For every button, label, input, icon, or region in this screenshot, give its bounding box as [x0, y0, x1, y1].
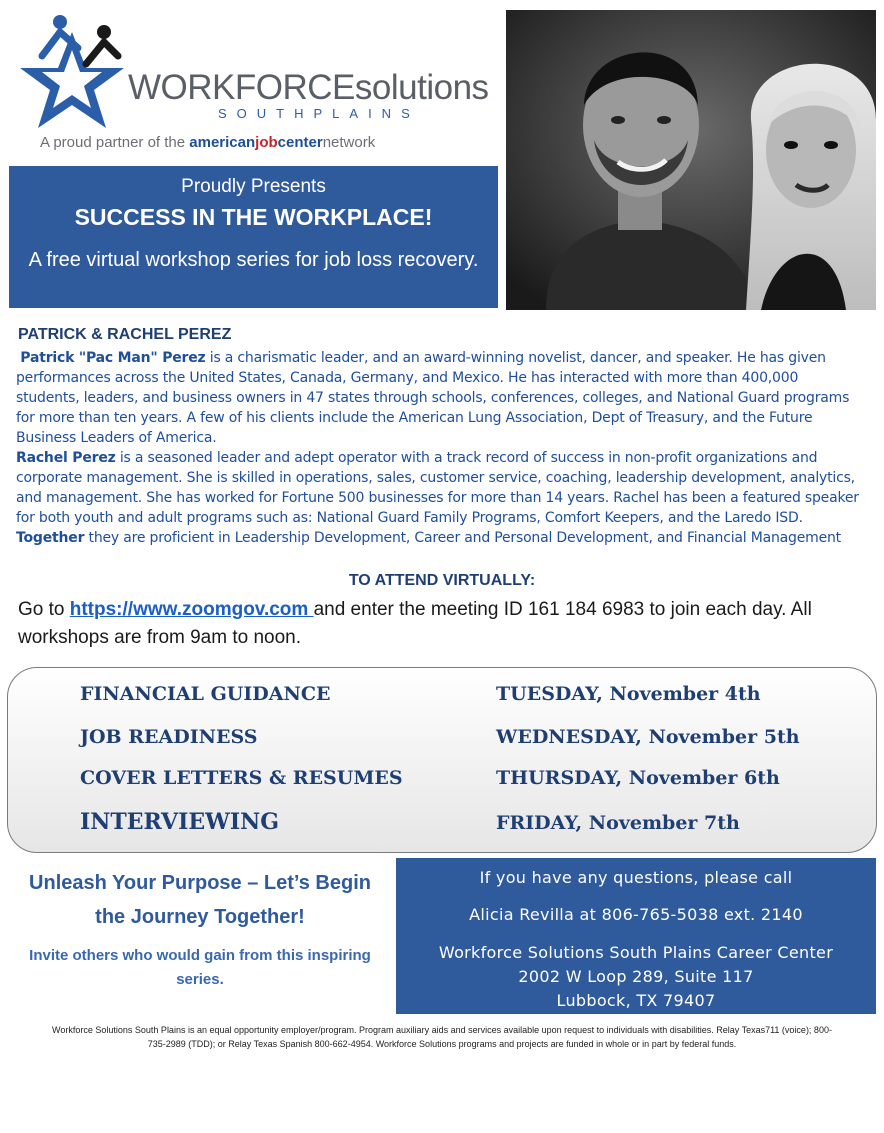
contact-intro: If you have any questions, please call [479, 868, 793, 887]
invite-text: Invite others who would gain from this inspiring series. [29, 947, 371, 988]
logo-region: SOUTHPLAINS [218, 106, 420, 121]
schedule-date: WEDNESDAY, November 5th [496, 726, 800, 748]
contact-org: Workforce Solutions South Plains Career Center [438, 943, 834, 962]
schedule-date: TUESDAY, November 4th [496, 683, 761, 705]
speakers-photo [506, 10, 876, 310]
contact-person: Alicia Revilla at 806-765-5038 ext. 2140 [469, 905, 803, 924]
schedule-date: FRIDAY, November 7th [496, 812, 740, 834]
speakers-heading: PATRICK & RACHEL PEREZ [18, 326, 232, 343]
schedule-topic: JOB READINESS [80, 726, 258, 748]
schedule-topic: COVER LETTERS & RESUMES [80, 767, 403, 789]
partner-center: center [277, 134, 323, 151]
contact-city: Lubbock, TX 79407 [556, 991, 716, 1010]
attend-suffix: and enter the meeting ID 161 184 6983 to join each day. All workshops are from 9am to noon. [18, 599, 812, 648]
schedule-date: THURSDAY, November 6th [496, 767, 780, 789]
contact-box [396, 858, 876, 1014]
together-word: Together [16, 530, 85, 546]
attend-instructions [18, 596, 858, 652]
attend-prefix: Go to [18, 599, 70, 620]
partner-suffix: network [322, 134, 376, 151]
partner-prefix: A proud partner of the [40, 134, 190, 151]
rachel-text: is a seasoned leader and adept operator with a track record of success in non-profit organizations and corporate management. She is skilled in operations, sales, customer service, coaching, leadership development, analytics, and management. She has worked for Fortune 500 businesses for more than 14 years. Rachel has been a featured speaker for both youth and adult programs such as: National Guard Family Programs, Comfort Keepers, and the Laredo ISD. [16, 450, 859, 526]
schedule-box [7, 667, 877, 853]
attend-heading: TO ATTEND VIRTUALLY: [348, 572, 536, 589]
logo-brand-part2: solutions [354, 68, 489, 107]
patrick-text: is a charismatic leader, and an award-winning novelist, dancer, and speaker. He has given performances across the United States, Canada, Germany, and Mexico. He has interacted with more than 400,000 students, leaders, and business owners in 47 states through schools, conferences, colleges, and National Guard programs for more than ten years. A few of his clients include the American Lung Association, Dept of Treasury, and the Future Business Leaders of America. [16, 350, 850, 446]
rachel-bio [16, 448, 862, 548]
patrick-name: Patrick "Pac Man" Perez [20, 350, 206, 366]
rachel-name: Rachel Perez [16, 450, 116, 466]
schedule-topic: INTERVIEWING [80, 809, 280, 835]
logo-brand-part1: WORKFORCE [128, 68, 355, 107]
schedule-topic: FINANCIAL GUIDANCE [80, 683, 331, 705]
logo-partner-line [40, 134, 375, 151]
page-subtitle: A free virtual workshop series for job loss recovery. [28, 249, 479, 271]
together-text: they are proficient in Leadership Development, Career and Personal Development, and Financial Management [84, 530, 841, 546]
partner-american: american [189, 134, 256, 151]
proudly-presents: Proudly Presents [181, 176, 326, 197]
legal-footer: Workforce Solutions South Plains is an equal opportunity employer/program. Program auxiliary aids and services available upon request to individuals with disabilities. Relay Texas711 (voice); 800-735-2989 (TDD); or Relay Texas Spanish 800-662-4954. Workforce Solutions programs and projects are funded in whole or in part by federal funds. [52, 1025, 832, 1049]
logo-brand-name [128, 68, 489, 108]
partner-job: job [255, 134, 278, 151]
contact-address: 2002 W Loop 289, Suite 117 [518, 967, 754, 986]
header-box [9, 166, 498, 308]
page-title: SUCCESS IN THE WORKPLACE! [74, 204, 433, 230]
unleash-tagline: Unleash Your Purpose – Let’s Begin the Journey Together! [29, 872, 371, 928]
zoomgov-link[interactable]: https://www.zoomgov.com [69, 599, 314, 620]
patrick-bio [16, 348, 862, 448]
speakers-bio [16, 348, 862, 548]
